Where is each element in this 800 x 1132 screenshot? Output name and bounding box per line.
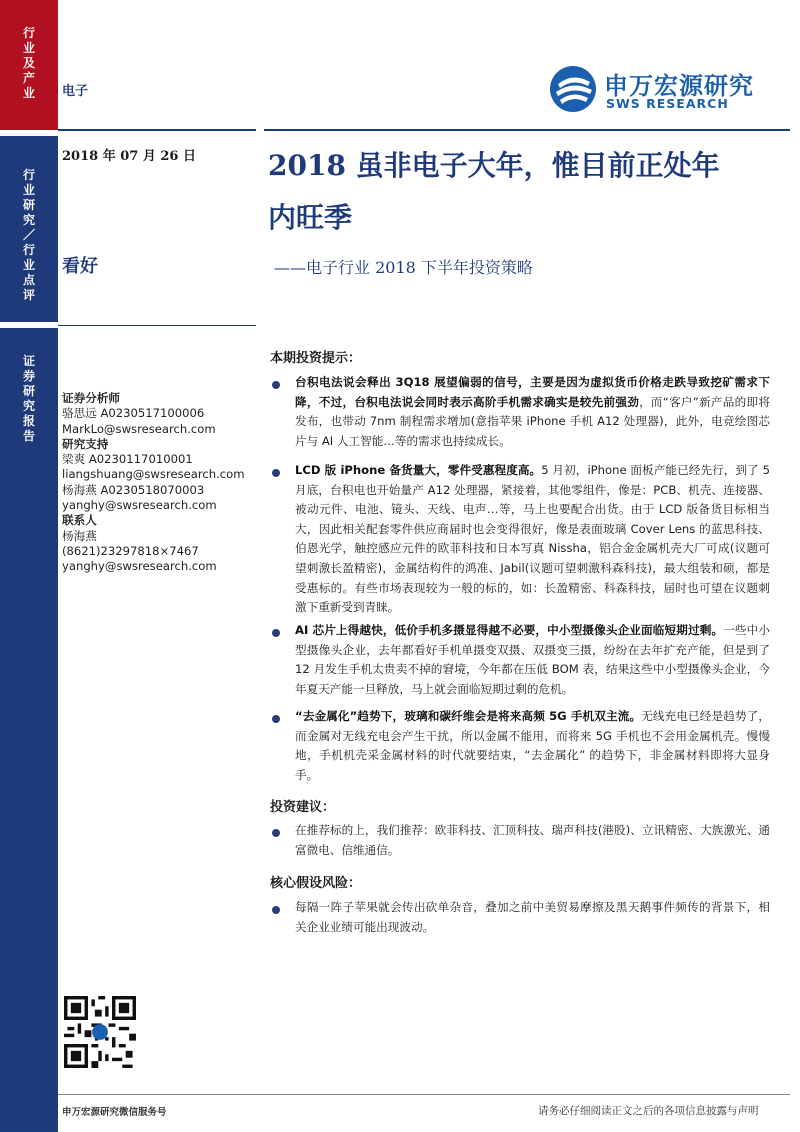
highlight-item-2-bold: LCD 版 iPhone 备货量大，零件受惠程度高。 [295, 463, 542, 477]
tab2-char-3: 究 [22, 213, 35, 227]
risk-text: 每隔一阵子苹果就会传出砍单杂音，叠加之前中美贸易摩擦及黑天鹅事件频传的背景下，相关企业业绩可能出现波动。 [295, 900, 770, 934]
highlights-heading: 本期投资提示： [270, 351, 362, 366]
sector-label: 电子 [62, 84, 89, 99]
highlight-item-4-bold: “去金属化”趋势下，玻璃和碳纤维会是将来高频 5G 手机双主流。 [295, 709, 642, 723]
rating-label: 看好 [62, 256, 98, 277]
highlight-item-3-rest: 一些中小型摄像头企业，去年都看好手机单摄变双摄、双摄变三摄，纷纷在去年扩充产能，但是到了 12 月发生手机太贵卖不掉的窘境，今年都在压低 BOM 表，结果这些中小型摄像头企业，今年夏天产能一旦释放，马上就会面临短期过剩的危机。 [295, 623, 770, 696]
tab2-char-1: 业 [22, 183, 35, 197]
advice-text: 在推荐标的上，我们推荐：欧菲科技、汇顶科技、瑞声科技(港股)、立讯精密、大族激光、通富微电、信维通信。 [295, 823, 770, 857]
highlight-item-2 [295, 461, 770, 618]
side-tab-report-label [0, 354, 58, 444]
tab2-char-0: 行 [22, 168, 35, 182]
highlight-item-1-rest: ，而“客户”新产品的即将发布，也带动 7nm 制程需求增加(意指苹果 iPhone 手机 A12 处理器)，此外，电竞绘图芯片与 AI 人工智能…等的需求也持续成长。 [295, 394, 770, 448]
support-heading: 研究支持 [62, 436, 109, 451]
footer-rule [58, 1094, 790, 1095]
support-email-2[interactable]: yanghy@swsresearch.com [62, 498, 217, 513]
tab1-char-2: 及 [22, 56, 35, 70]
side-tab-research-label [0, 168, 58, 303]
bullet-6 [272, 906, 280, 914]
bullet-3 [272, 629, 280, 637]
tab1-char-0: 行 [22, 26, 35, 40]
highlight-item-4-rest: 无线充电已经是趋势了，而金属对无线充电会产生干扰，所以金属不能用，而将来 5G 手机也不会用金属机壳。慢慢地，手机机壳采金属材料的时代就要结束，“去金属化” 的趋势下，非金属材料即将大显身手。 [295, 709, 770, 782]
header-rule-left [58, 129, 256, 131]
report-date: 2018 年 07 月 26 日 [62, 149, 196, 164]
highlight-item-1-bold: 台积电法说会释出 3Q18 展望偏弱的信号，主要是因为虚拟货币价格走跌导致挖矿需求下降，不过，台积电法说会同时表示高阶手机需求确实是较先前强劲 [295, 375, 770, 409]
highlight-item-2-rest: 5 月初，iPhone 面板产能已经先行，到了 5 月底，台积电也开始量产 A12 处理器，紧接着，其他零组件，像是：PCB、机壳、连接器、被动元件、电池、镜头、天线、电声…等，马上也要配合出货。由于 LCD 版备货目标相当大，因此相关配套零件供应商届时也会变得很好，像是表面玻璃 Cover Lens 的蓝思科技、伯恩光学，触控感应元件的欧菲科技和日本写真 Nissha，铝合金金属机壳大厂可成(议题可望刺激长盈精密)，金属结构件的鸿准、Jabil(议题可望刺激科森科技)，最大组装和硕，都是受惠标的。有些市场表现较为一般的标的，如：长盈精密、科森科技，届时也可望在议题刺激下重新受到青睐。 [295, 463, 770, 615]
tab3-char-2: 研 [22, 384, 35, 398]
footer-disclaimer: 请务必仔细阅读正文之后的各项信息披露与声明 [538, 1105, 759, 1117]
analyst-email[interactable]: MarkLo@swsresearch.com [62, 421, 216, 436]
analyst-heading: 证券分析师 [62, 391, 120, 405]
qr-logo-icon [92, 1024, 108, 1040]
tab1-char-4: 业 [22, 86, 35, 100]
logo-mark-icon [548, 64, 598, 114]
support-name-id-2: 杨海燕 A0230518070003 [62, 482, 205, 497]
contact-heading: 联系人 [62, 513, 97, 528]
highlight-item-4 [295, 707, 770, 785]
header-rule-right [264, 129, 790, 131]
tab3-char-1: 券 [22, 369, 35, 383]
tab2-char-6: 业 [22, 258, 35, 272]
tab1-char-1: 业 [22, 41, 35, 55]
tab3-char-5: 告 [22, 429, 35, 443]
bullet-1 [272, 381, 280, 389]
tab3-char-0: 证 [22, 354, 35, 368]
logo-text-en: SWS RESEARCH [606, 96, 729, 111]
tab3-char-3: 究 [22, 399, 35, 413]
highlight-item-3-bold: AI 芯片上得越快，低价手机多摄显得越不必要，中小型摄像头企业面临短期过剩。 [295, 623, 724, 637]
bullet-2 [272, 469, 280, 477]
wechat-qr-code[interactable] [64, 996, 136, 1068]
advice-heading: 投资建议： [270, 800, 336, 815]
highlight-item-3 [295, 621, 770, 699]
highlight-item-1 [295, 373, 770, 451]
report-subtitle: ——电子行业 2018 下半年投资策略 [274, 258, 533, 277]
tab2-char-5: 行 [22, 243, 35, 257]
tab2-char-4: ／ [22, 228, 35, 242]
analyst-block [62, 391, 262, 575]
support-email-1[interactable]: liangshuang@swsresearch.com [62, 467, 245, 482]
bullet-4 [272, 715, 280, 723]
tab1-char-3: 产 [22, 71, 35, 85]
logo-text-cn: 申万宏源研究 [604, 72, 754, 100]
contact-phone: (8621)23297818×7467 [62, 543, 199, 558]
side-tab-report [0, 328, 58, 1132]
qr-caption: 申万宏源研究微信服务号 [62, 1107, 167, 1118]
tab3-char-4: 报 [22, 414, 35, 428]
analyst-name-id: 骆思远 A0230517100006 [62, 406, 205, 421]
tab2-char-7: 点 [22, 273, 35, 287]
contact-email[interactable]: yanghy@swsresearch.com [62, 559, 217, 574]
report-title-line2: 内旺季 [268, 201, 353, 234]
risk-heading: 核心假设风险： [270, 876, 362, 891]
rating-rule [58, 325, 256, 326]
contact-name: 杨海燕 [62, 528, 97, 543]
bullet-5 [272, 829, 280, 837]
tab2-char-8: 评 [22, 288, 35, 302]
company-logo [548, 64, 788, 114]
tab2-char-2: 研 [22, 198, 35, 212]
side-tab-industry-label [0, 26, 58, 101]
report-title-line1: 2018 虽非电子大年，惟目前正处年 [268, 149, 720, 182]
support-name-id-1: 梁爽 A0230117010001 [62, 452, 193, 467]
